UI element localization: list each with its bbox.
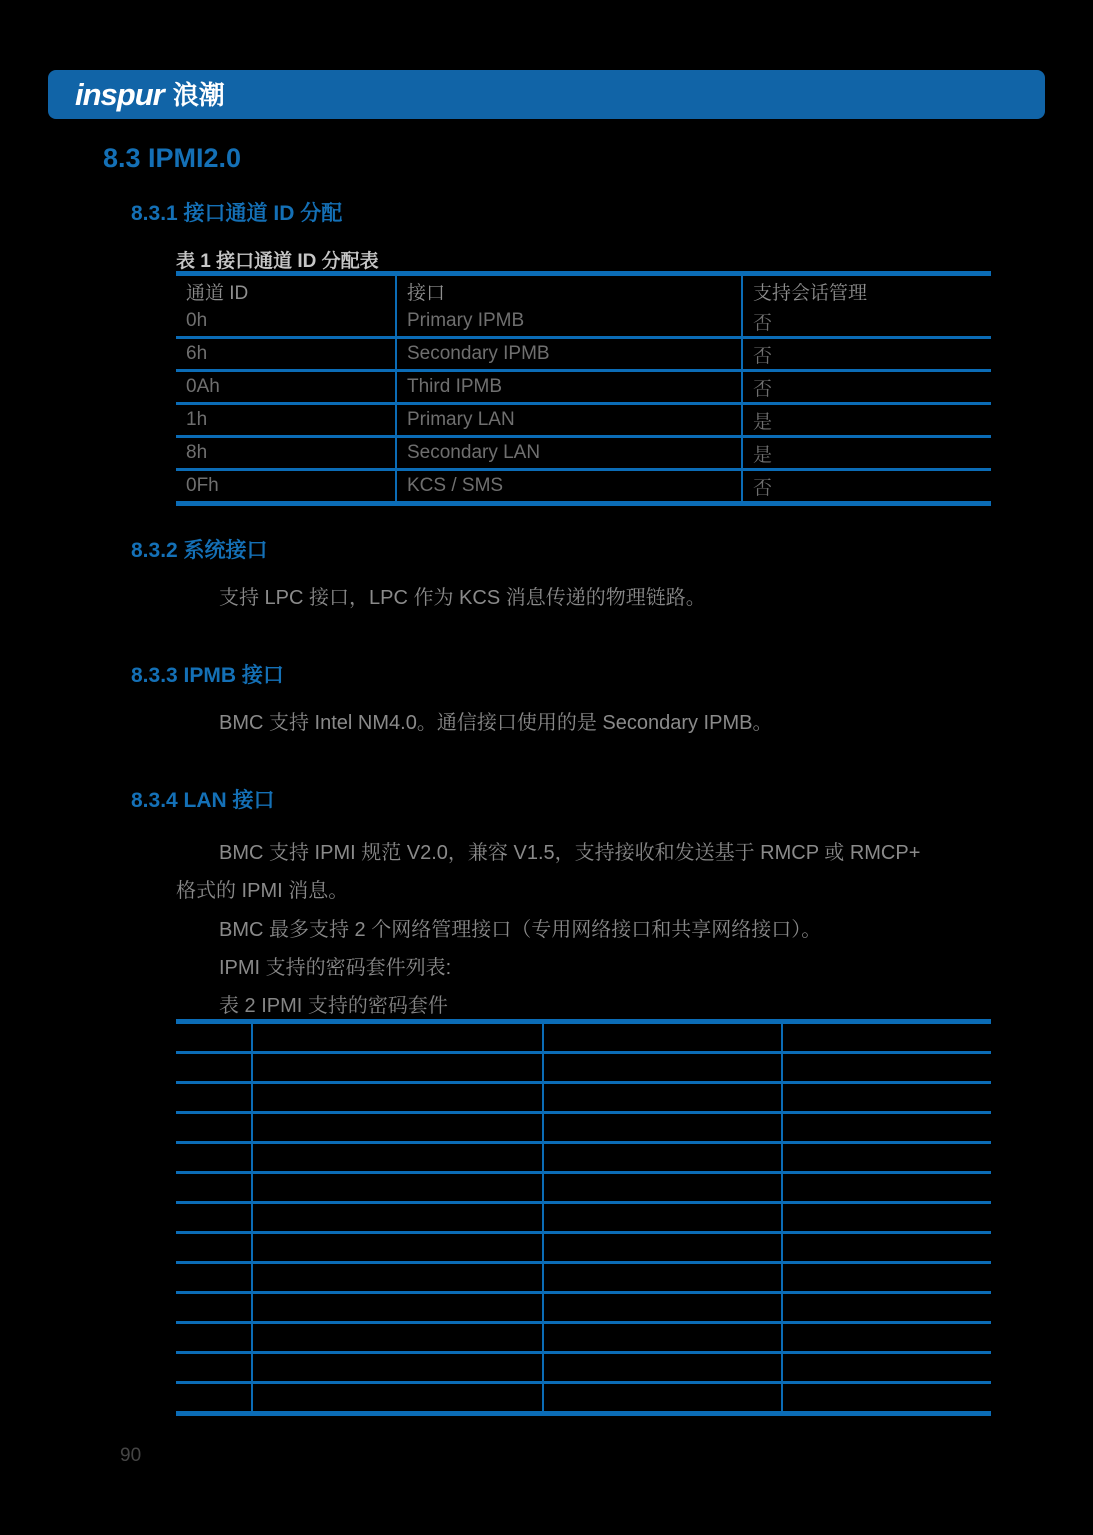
table1-header-cell: 接口 <box>396 274 742 307</box>
table1-cell: 0h <box>176 306 396 338</box>
table-row <box>176 1113 991 1143</box>
table-row <box>176 1083 991 1113</box>
inspur-logo-cjk: 浪潮 <box>172 79 225 110</box>
table-row <box>176 1323 991 1353</box>
table1-cell: Secondary IPMB <box>396 338 742 371</box>
section-title-8-3-1: 8.3.1 接口通道 ID 分配 <box>131 202 343 225</box>
section-title-8-3-2: 8.3.2 系统接口 <box>131 539 268 562</box>
table2-cell <box>782 1293 991 1323</box>
table2-cell <box>176 1113 252 1143</box>
table2-cell <box>543 1083 782 1113</box>
paragraph-ipmb-interface: BMC 支持 Intel NM4.0。通信接口使用的是 Secondary IPMB。 <box>219 712 773 734</box>
table2-cell <box>782 1263 991 1293</box>
table1-cell: 0Fh <box>186 475 219 496</box>
table-row <box>176 1353 991 1383</box>
table2-cell <box>543 1383 782 1414</box>
table2-cell <box>782 1353 991 1383</box>
table2-body <box>176 1022 991 1414</box>
table2-cell <box>176 1022 252 1053</box>
table2-cell <box>252 1022 543 1053</box>
channel-id-table <box>176 271 991 506</box>
table2-cell <box>782 1203 991 1233</box>
table2-cell <box>176 1263 252 1293</box>
table2-cell <box>543 1293 782 1323</box>
table2-cell <box>782 1022 991 1053</box>
table2-cell <box>252 1083 543 1113</box>
inspur-logo: inspur <box>75 77 164 112</box>
table2-cell <box>176 1053 252 1083</box>
table2-cell <box>252 1293 543 1323</box>
paragraph-lan-line4: IPMI 支持的密码套件列表: <box>219 957 452 979</box>
table1-cell: Secondary LAN <box>396 437 742 470</box>
table2-cell <box>176 1233 252 1263</box>
table-row <box>176 1053 991 1083</box>
section-title-8-3-3: 8.3.3 IPMB 接口 <box>131 664 284 687</box>
cipher-suite-table <box>176 1019 991 1416</box>
section-title-8-3: 8.3 IPMI2.0 <box>103 143 242 173</box>
table1-cell: 否 <box>742 306 991 338</box>
table2-cell <box>176 1143 252 1173</box>
table2-cell <box>252 1203 543 1233</box>
table2-cell <box>782 1053 991 1083</box>
table2-cell <box>543 1113 782 1143</box>
table2-cell <box>782 1323 991 1353</box>
table1-header-cell: 支持会话管理 <box>742 274 991 307</box>
table2-cell <box>176 1323 252 1353</box>
table2-cell <box>543 1233 782 1263</box>
table1-cell: 6h <box>176 338 396 371</box>
table2-cell <box>176 1353 252 1383</box>
table1-body <box>176 306 991 504</box>
table2-cell <box>543 1143 782 1173</box>
table-row <box>176 1022 991 1053</box>
table1-cell: Primary IPMB <box>396 306 742 338</box>
table2-cell <box>252 1353 543 1383</box>
table-row <box>176 1293 991 1323</box>
table-row <box>176 1383 991 1414</box>
table2-cell <box>543 1173 782 1203</box>
table1-cell: Third IPMB <box>396 371 742 404</box>
table2-cell <box>782 1233 991 1263</box>
table2-cell <box>252 1053 543 1083</box>
table-row <box>176 1263 991 1293</box>
header-brand-bar <box>48 70 1045 119</box>
table-row <box>176 1143 991 1173</box>
table1-cell: 是 <box>742 437 991 470</box>
table2-cell <box>176 1173 252 1203</box>
table1-cell: KCS / SMS <box>396 470 742 504</box>
table1-caption: 表 1 接口通道 ID 分配表 <box>176 251 379 272</box>
table2-cell <box>543 1203 782 1233</box>
table2-cell <box>252 1173 543 1203</box>
table2-cell <box>782 1083 991 1113</box>
table2-cell <box>176 1383 252 1414</box>
table-row <box>176 1173 991 1203</box>
paragraph-lan-line2: 格式的 IPMI 消息。 <box>176 880 349 902</box>
table2-cell <box>176 1293 252 1323</box>
table2-cell <box>252 1143 543 1173</box>
page-number: 90 <box>120 1445 142 1466</box>
paragraph-lan-line3: BMC 最多支持 2 个网络管理接口（专用网络接口和共享网络接口）。 <box>219 919 822 941</box>
table2-cell <box>176 1203 252 1233</box>
table1-header-row <box>176 274 991 307</box>
table2-cell <box>252 1323 543 1353</box>
table2-cell <box>782 1173 991 1203</box>
table1-cell: 否 <box>742 470 991 504</box>
table2-cell <box>543 1053 782 1083</box>
paragraph-lan-line1: BMC 支持 IPMI 规范 V2.0，兼容 V1.5，支持接收和发送基于 RMCP 或 RMCP+ <box>219 842 921 864</box>
table-row <box>176 437 991 470</box>
table-row <box>176 306 991 338</box>
table1-cell: 否 <box>742 338 991 371</box>
table1-header-cell: 通道 ID <box>186 282 249 304</box>
table2-caption: 表 2 IPMI 支持的密码套件 <box>219 995 448 1017</box>
table2-cell <box>252 1113 543 1143</box>
table2-cell <box>176 1083 252 1113</box>
table2-cell <box>252 1233 543 1263</box>
table1-cell: 否 <box>742 371 991 404</box>
table2-cell <box>543 1263 782 1293</box>
table-row <box>176 404 991 437</box>
table1-cell: Primary LAN <box>396 404 742 437</box>
table-row <box>176 1233 991 1263</box>
table2-cell <box>543 1022 782 1053</box>
table-row <box>176 1203 991 1233</box>
table2-cell <box>543 1323 782 1353</box>
table1-cell: 1h <box>176 404 396 437</box>
table1-cell: 0Ah <box>176 371 396 404</box>
table2-cell <box>782 1383 991 1414</box>
table1-cell: 是 <box>742 404 991 437</box>
table2-cell <box>252 1263 543 1293</box>
table-row <box>176 371 991 404</box>
table-row <box>176 470 991 504</box>
table2-cell <box>782 1143 991 1173</box>
table1-cell: 8h <box>176 437 396 470</box>
table2-cell <box>782 1113 991 1143</box>
section-title-8-3-4: 8.3.4 LAN 接口 <box>131 789 275 812</box>
table2-cell <box>543 1353 782 1383</box>
table-row <box>176 338 991 371</box>
table2-cell <box>252 1383 543 1414</box>
paragraph-system-interface: 支持 LPC 接口，LPC 作为 KCS 消息传递的物理链路。 <box>219 587 706 609</box>
